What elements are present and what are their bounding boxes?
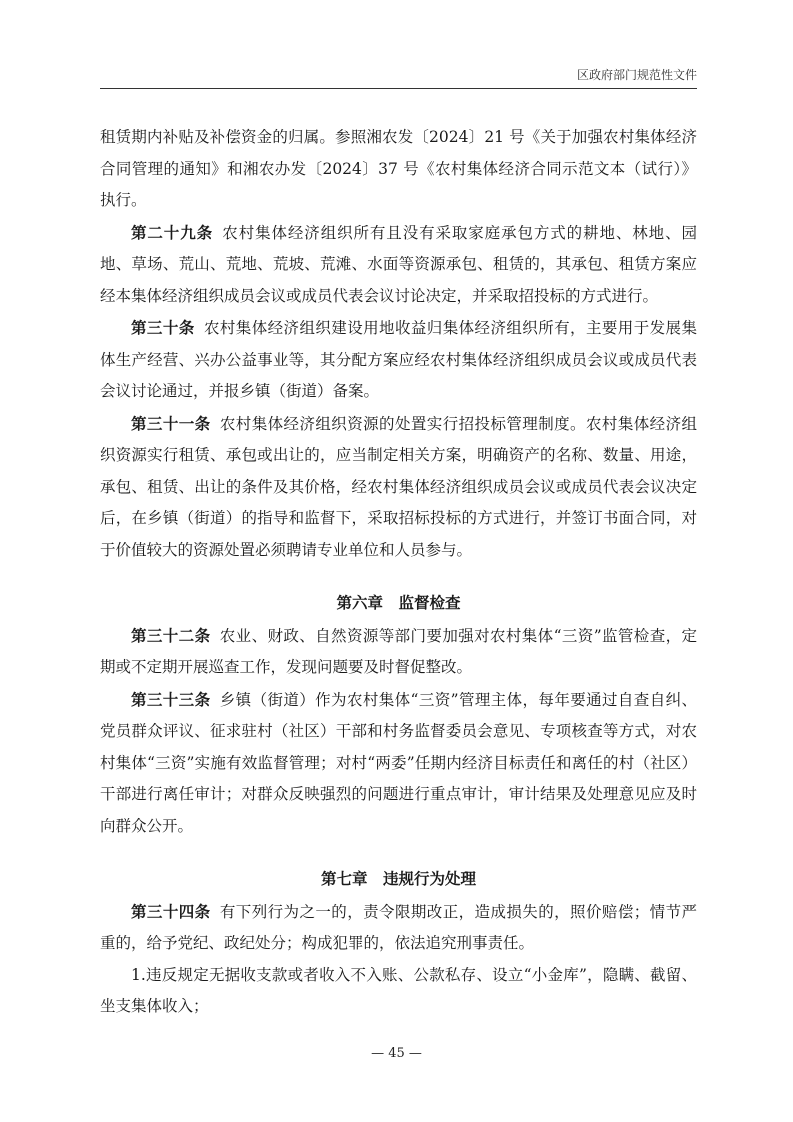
article-text: 农村集体经济组织资源的处置实行招投标管理制度。农村集体经济组织资源实行租赁、承包或出让的，应当制定相关方案，明确资产的名称、数量、用途，承包、租赁、出让的条件及其价格，经农村集体经济组织成员会议或成员代表会议决定后，在乡镇（街道）的指导和监督下，采取招标投标的方式进行，并签订书面合同，对于价值较大的资源处置必须聘请专业单位和人员参与。 — [100, 414, 697, 559]
article-34 — [100, 896, 697, 960]
article-29 — [100, 217, 697, 313]
header-title: 区政府部门规范性文件 — [576, 68, 697, 82]
article-text: 有下列行为之一的，责令限期改正，造成损失的，照价赔偿；情节严重的，给予党纪、政纪处分；构成犯罪的，依法追究刑事责任。 — [100, 902, 697, 952]
article-text: 农村集体经济组织所有且没有采取家庭承包方式的耕地、林地、园地、草场、荒山、荒地、荒坡、荒滩、水面等资源承包、租赁的，其承包、租赁方案应经本集体经济组织成员会议或成员代表会议讨论决定，并采取招投标的方式进行。 — [100, 223, 697, 305]
paragraph-continuation: 租赁期内补贴及补偿资金的归属。参照湘农发〔2024〕21 号《关于加强农村集体经济合同管理的通知》和湘农办发〔2024〕37 号《农村集体经济合同示范文本（试行）》执行。 — [100, 128, 697, 209]
chapter-title: 监督检查 — [398, 594, 461, 612]
article-text: 农业、财政、自然资源等部门要加强对农村集体“三资”监管检查，定期或不定期开展巡查工作，发现问题要及时督促整改。 — [100, 626, 697, 676]
page-header — [100, 66, 697, 89]
chapter-number: 第七章 — [320, 870, 368, 888]
article-30 — [100, 312, 697, 408]
article-label: 第二十九条 — [131, 222, 213, 242]
article-text: 农村集体经济组织建设用地收益归集体经济组织所有，主要用于发展集体生产经营、兴办公益事业等，其分配方案应经农村集体经济组织成员会议或成员代表会议讨论通过，并报乡镇（街道）备案。 — [100, 319, 697, 400]
article-label: 第三十二条 — [131, 625, 211, 645]
article-32 — [100, 620, 697, 684]
article-label: 第三十条 — [131, 318, 195, 337]
document-body — [100, 122, 697, 1023]
chapter-heading-7 — [100, 864, 697, 896]
list-item-text: 1.违反规定无据收支款或者收入不入账、公款私存、设立“小金库”，隐瞒、截留、坐支集体收入； — [100, 965, 697, 1015]
page-number: — 45 — — [371, 1046, 422, 1061]
article-label: 第三十一条 — [131, 413, 211, 433]
chapter-number: 第六章 — [336, 594, 383, 612]
page-footer — [0, 1046, 793, 1061]
article-label: 第三十三条 — [131, 689, 211, 709]
list-item — [100, 960, 697, 1023]
article-label: 第三十四条 — [131, 901, 211, 921]
article-text: 乡镇（街道）作为农村集体“三资”管理主体，每年要通过自查自纠、党员群众评议、征求驻村（社区）干部和村务监督委员会意见、专项核查等方式，对农村集体“三资”实施有效监督管理；对村“两委”任期内经济目标责任和离任的村（社区）干部进行离任审计；对群众反映强烈的问题进行重点审计，审计结果及处理意见应及时向群众公开。 — [100, 690, 697, 835]
chapter-title: 违规行为处理 — [383, 870, 477, 888]
article-31 — [100, 408, 697, 567]
chapter-heading-6 — [100, 588, 697, 620]
article-33 — [100, 684, 697, 843]
